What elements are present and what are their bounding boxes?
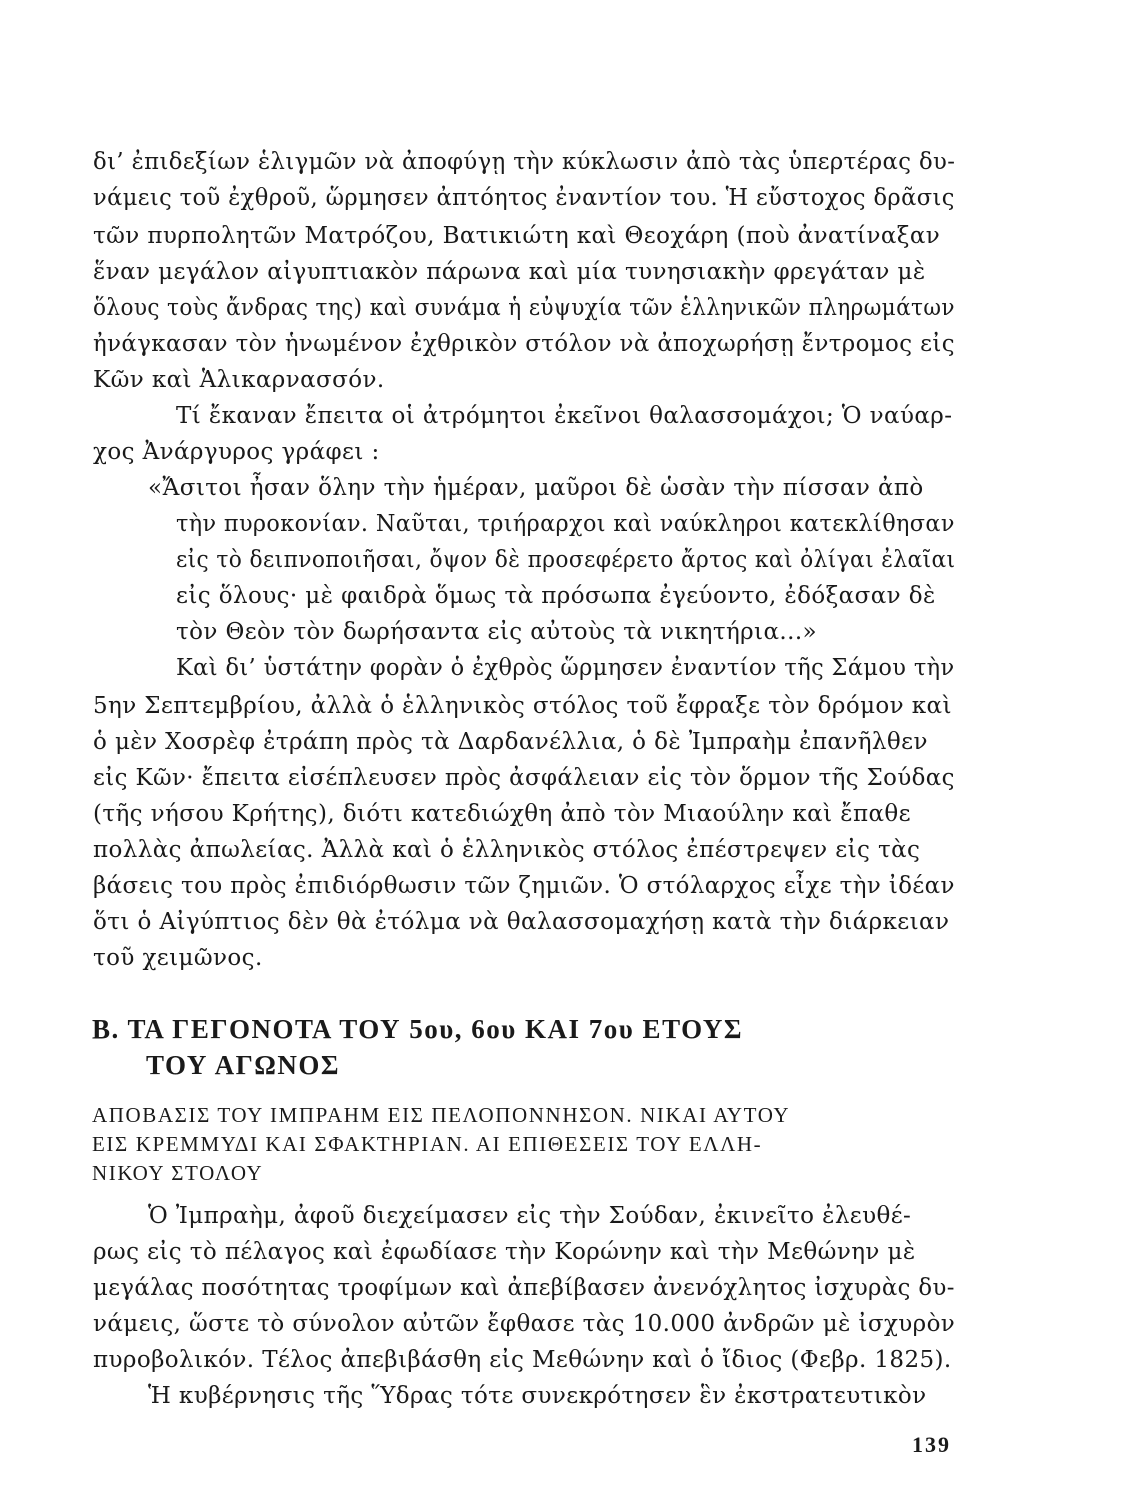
quote-line: εἰς ὅλους· μὲ φαιδρὰ ὅμως τὰ πρόσωπα ἐγεύοντο, ἐδόξασαν δὲ: [176, 583, 936, 609]
section-heading-line: Β. ΤΑ ΓΕΓΟΝΟΤΑ ΤΟΥ 5ου, 6ου ΚΑΙ 7ου ΕΤΟΥΣ: [92, 1014, 744, 1044]
text-line: Καὶ δι’ ὑστάτην φορὰν ὁ ἐχθρὸς ὥρμησεν ἐναντίον τῆς Σάμου τὴν: [176, 655, 955, 681]
text-line: Τί ἔκαναν ἔπειτα οἱ ἀτρόμητοι ἐκεῖνοι θαλασσομάχοι; Ὁ ναύαρ-: [176, 403, 953, 429]
section-heading-line: ΤΟΥ ΑΓΩΝΟΣ: [146, 1050, 341, 1080]
text-line: Ἡ κυβέρνησις τῆς Ὕδρας τότε συνεκρότησεν ἓν ἐκστρατευτικὸν: [148, 1383, 927, 1409]
page-number: 139: [912, 1432, 951, 1457]
quote-line: τὸν Θεὸν τὸν δωρήσαντα εἰς αὐτοὺς τὰ νικητήρια...»: [176, 619, 818, 645]
text-line: ὁ μὲν Χοσρὲφ ἐτράπη πρὸς τὰ Δαρδανέλλια, ὁ δὲ Ἰμπραὴμ ἐπανῆλθεν: [93, 729, 928, 755]
text-line: νάμεις τοῦ ἐχθροῦ, ὥρμησεν ἀπτόητος ἐναντίον του. Ἡ εὔστοχος δρᾶσις: [93, 185, 955, 211]
text-line: πυροβολικόν. Τέλος ἀπεβιβάσθη εἰς Μεθώνην καὶ ὁ ἴδιος (Φεβρ. 1825).: [93, 1347, 952, 1373]
text-line: βάσεις του πρὸς ἐπιδιόρθωσιν τῶν ζημιῶν. Ὁ στόλαρχος εἶχε τὴν ἰδέαν: [93, 873, 955, 899]
quote-line: τὴν πυροκονίαν. Ναῦται, τριήραρχοι καὶ ναύκληροι κατεκλίθησαν: [176, 511, 955, 537]
text-line: τῶν πυρπολητῶν Ματρόζου, Βατικιώτη καὶ Θεοχάρη (ποὺ ἀνατίναξαν: [93, 223, 941, 249]
subheading-line: ΕΙΣ ΚΡΕΜΜΥΔΙ ΚΑΙ ΣΦΑΚΤΗΡΙΑΝ. ΑΙ ΕΠΙΘΕΣΕΙΣ ΤΟΥ ΕΛΛΗ-: [92, 1132, 763, 1156]
text-line: ὅλους τοὺς ἄνδρας της) καὶ συνάμα ἡ εὐψυχία τῶν ἑλληνικῶν πληρωμάτων: [93, 295, 955, 321]
text-line: πολλὰς ἀπωλείας. Ἀλλὰ καὶ ὁ ἑλληνικὸς στόλος ἐπέστρεψεν εἰς τὰς: [93, 837, 921, 863]
text-line: δι’ ἐπιδεξίων ἑλιγμῶν νὰ ἀποφύγῃ τὴν κύκλωσιν ἀπὸ τὰς ὑπερτέρας δυ-: [93, 149, 956, 175]
text-line: εἰς Κῶν· ἔπειτα εἰσέπλευσεν πρὸς ἀσφάλειαν εἰς τὸν ὅρμον τῆς Σούδας: [93, 765, 955, 791]
text-line: ὅτι ὁ Αἰγύπτιος δὲν θὰ ἐτόλμα νὰ θαλασσομαχήσῃ κατὰ τὴν διάρκειαν: [93, 909, 950, 935]
subheading-line: ΑΠΟΒΑΣΙΣ ΤΟΥ ΙΜΠΡΑΗΜ ΕΙΣ ΠΕΛΟΠΟΝΝΗΣΟΝ. ΝΙΚΑΙ ΑΥΤΟΥ: [92, 1103, 791, 1127]
text-line: ἕναν μεγάλον αἰγυπτιακὸν πάρωνα καὶ μία τυνησιακὴν φρεγάταν μὲ: [93, 259, 926, 285]
text-line: μεγάλας ποσότητας τροφίμων καὶ ἀπεβίβασεν ἀνενόχλητος ἰσχυρὰς δυ-: [93, 1275, 955, 1301]
text-line: (τῆς νήσου Κρήτης), διότι κατεδιώχθη ἀπὸ τὸν Μιαούλην καὶ ἔπαθε: [93, 801, 911, 827]
text-line: ἠνάγκασαν τὸν ἡνωμένον ἐχθρικὸν στόλον νὰ ἀποχωρήσῃ ἔντρομος εἰς: [93, 331, 955, 357]
text-line: χος Ἀνάργυρος γράφει :: [93, 439, 380, 465]
text-line: 5ην Σεπτεμβρίου, ἀλλὰ ὁ ἑλληνικὸς στόλος τοῦ ἔφραξε τὸν δρόμον καὶ: [93, 693, 952, 719]
quote-line: εἰς τὸ δειπνοποιῆσαι, ὄψον δὲ προσεφέρετο ἄρτος καὶ ὀλίγαι ἐλαῖαι: [176, 547, 956, 573]
text-line: τοῦ χειμῶνος.: [93, 945, 263, 971]
subheading-line: ΝΙΚΟΥ ΣΤΟΛΟΥ: [92, 1161, 264, 1185]
text-line: Ὁ Ἰμπραὴμ, ἀφοῦ διεχείμασεν εἰς τὴν Σούδαν, ἐκινεῖτο ἐλευθέ-: [148, 1203, 912, 1229]
text-line: νάμεις, ὥστε τὸ σύνολον αὐτῶν ἔφθασε τὰς 10.000 ἀνδρῶν μὲ ἰσχυρὸν: [93, 1311, 956, 1337]
text-line: ρως εἰς τὸ πέλαγος καὶ ἐφωδίασε τὴν Κορώνην καὶ τὴν Μεθώνην μὲ: [93, 1239, 916, 1265]
quote-line: «Ἄσιτοι ἦσαν ὅλην τὴν ἡμέραν, μαῦροι δὲ ὡσὰν τὴν πίσσαν ἀπὸ: [148, 475, 924, 501]
text-line: Κῶν καὶ Ἁλικαρνασσόν.: [93, 367, 385, 393]
